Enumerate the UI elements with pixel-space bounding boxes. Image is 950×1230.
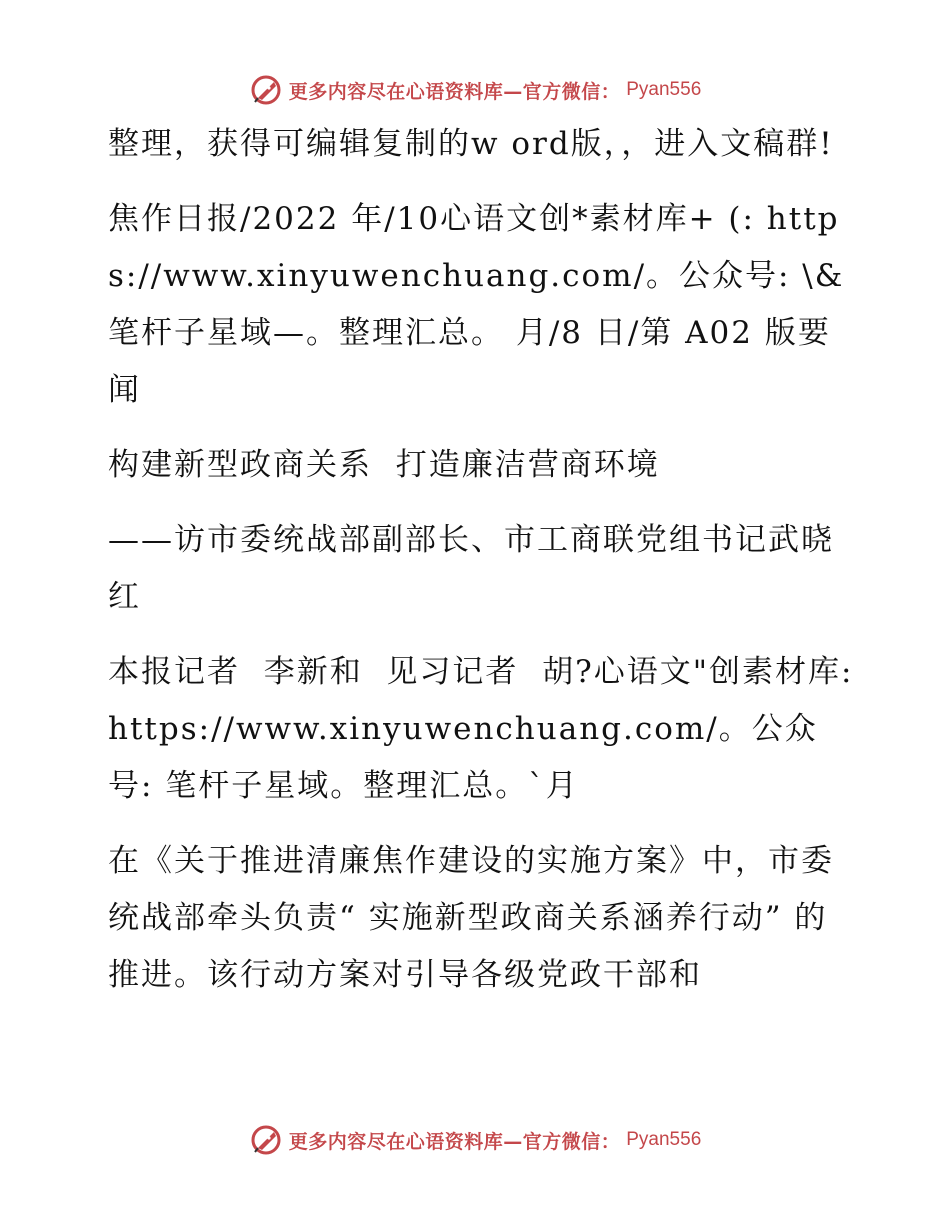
watermark-wechat-id: Pyan556 <box>626 79 702 100</box>
watermark-banner-top <box>0 70 950 110</box>
watermark-text: 更多内容尽在心语资料库—官方微信： <box>288 1130 621 1153</box>
document-body <box>98 116 866 1022</box>
paragraph-intro: 整理，获得可编辑复制的w ord版，，进入文稿群! <box>108 126 834 162</box>
watermark-banner-bottom <box>0 1120 950 1160</box>
watermark-wechat-id: Pyan556 <box>626 1129 702 1150</box>
watermark-text: 更多内容尽在心语资料库—官方微信： <box>288 80 621 103</box>
article-subtitle: ——访市委统战部副部长、市工商联党组书记武晓红 <box>108 522 834 615</box>
quill-pen-logo-icon <box>249 73 283 107</box>
paragraph-body: 在《关于推进清廉焦作建设的实施方案》中，市委统战部牵头负责“ 实施新型政商关系涵养行动” 的推进。该行动方案对引导各级党政干部和 <box>108 843 834 993</box>
byline: 本报记者 李新和 见习记者 胡?心语文"创素材库: https://www.xinyuwenchuang.com/。公众号: 笔杆子星域。整理汇总。`月 <box>108 654 866 804</box>
paragraph-source: 焦作日报/2022 年/10心语文创*素材库+ (: https://www.xinyuwenchuang.com/。公众号: \& 笔杆子星域—。整理汇总。 月/8 日/第 A02 版要闻 <box>108 201 857 408</box>
quill-pen-logo-icon <box>249 1123 283 1157</box>
article-title: 构建新型政商关系 打造廉洁营商环境 <box>108 447 660 483</box>
